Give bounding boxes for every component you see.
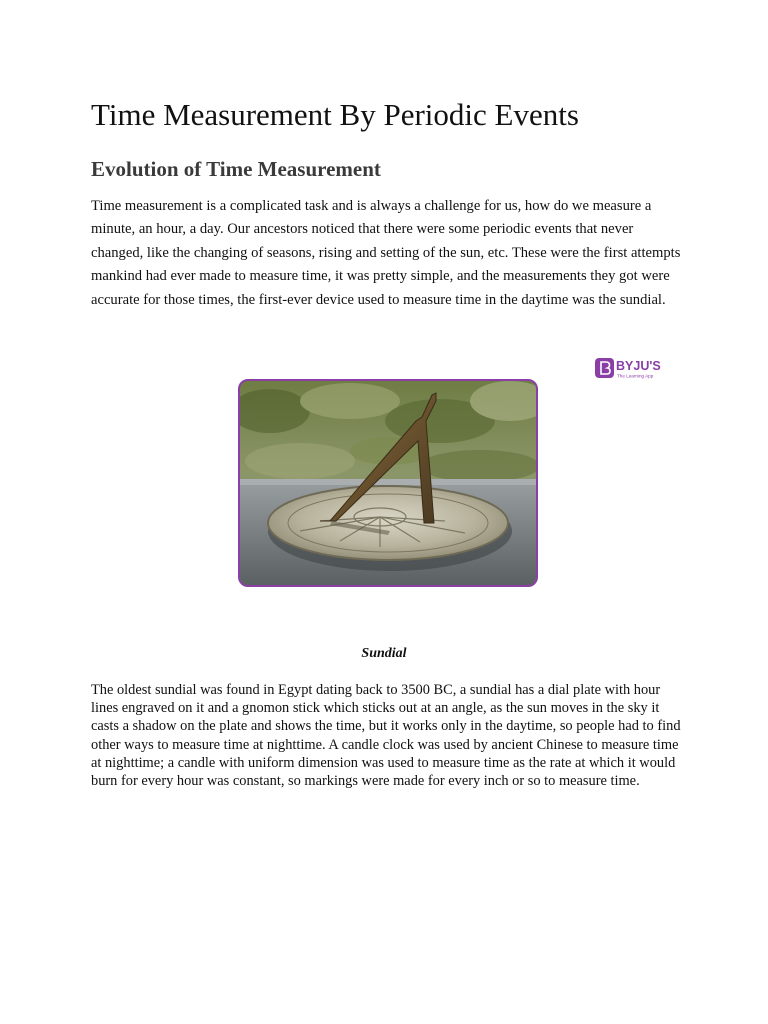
intro-paragraph: Time measurement is a complicated task and is always a challenge for us, how do we measure a minute, an hour, a day. Our ancestors noticed that there were some periodic events that never changed, like the changing of seasons, rising and setting of the sun, etc. These were the first attempts mankind had ever made to measure time, it was pretty simple, and the measurements they got were accurate for those times, the first-ever device used to measure time in the daytime was the sundial. — [91, 198, 681, 308]
byjus-logo-graphic — [594, 356, 672, 380]
byjus-logo — [594, 356, 672, 380]
figure-caption: Sundial — [361, 646, 407, 661]
sundial-photo — [238, 379, 538, 587]
sundial-paragraph: The oldest sundial was found in Egypt dating back to 3500 BC, a sundial has a dial plate with hour lines engraved on it and a gnomon stick which sticks out at an angle, as the sun moves in the sky it casts a shadow on the plate and shows the time, but it works only in the daytime, so people had to find other ways to measure time at nighttime. A candle clock was used by ancient Chinese to measure time at nighttime; a candle with uniform dimension was used to measure time as the rate at which it would burn for every hour was constant, so markings were made for every inch or so to measure time. — [91, 682, 681, 790]
logo-wordmark: BYJU'S — [616, 359, 661, 373]
logo-tagline: The Learning App — [617, 373, 654, 379]
section-heading: Evolution of Time Measurement — [91, 157, 381, 181]
page-title: Time Measurement By Periodic Events — [91, 97, 579, 132]
sundial-illustration — [240, 381, 536, 585]
